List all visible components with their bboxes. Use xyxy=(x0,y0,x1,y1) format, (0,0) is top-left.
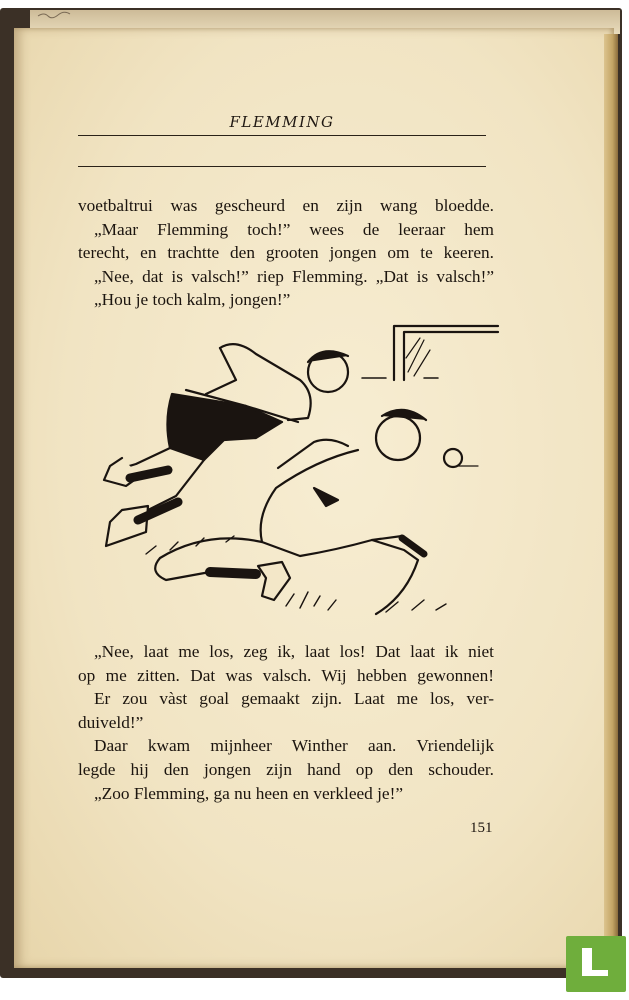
watermark-logo-icon xyxy=(578,944,612,980)
header-rule-bottom xyxy=(78,166,486,167)
running-title: FLEMMING xyxy=(229,113,335,131)
text-line: „Maar Flemming toch!” wees de leeraar hem xyxy=(94,219,494,239)
text-line: voetbaltrui was gescheurd en zijn wang bloedde. xyxy=(78,196,494,215)
header-rule-top xyxy=(78,135,486,136)
football-tackle-illustration xyxy=(86,310,500,628)
page-edge xyxy=(604,34,618,964)
text-line: „Nee, laat me los, zeg ik, laat los! Dat laat ik niet xyxy=(94,642,494,661)
text-block-top xyxy=(78,194,494,312)
pencil-scribble xyxy=(36,10,72,20)
text-line: „Zoo Flemming, ga nu heen en verkleed je!” xyxy=(94,783,404,803)
text-line: op me zitten. Dat was valsch. Wij hebben gewonnen! xyxy=(78,665,494,685)
text-line: Er zou vàst goal gemaakt zijn. Laat me los, ver- xyxy=(94,689,494,709)
text-line: Daar kwam mijnheer Winther aan. Vriendelijk xyxy=(94,736,494,756)
text-line: duiveld!” xyxy=(78,712,144,732)
text-line: „Nee, dat is valsch!” riep Flemming. „Dat is valsch!” xyxy=(94,266,494,286)
page-number: 151 xyxy=(470,820,493,836)
text-line: legde hij den jongen zijn hand op den schouder. xyxy=(78,759,494,779)
text-block-bottom xyxy=(78,640,494,805)
text-line: terecht, en trachtte den grooten jongen om te keeren. xyxy=(78,243,494,263)
text-line: „Hou je toch kalm, jongen!” xyxy=(94,290,291,310)
